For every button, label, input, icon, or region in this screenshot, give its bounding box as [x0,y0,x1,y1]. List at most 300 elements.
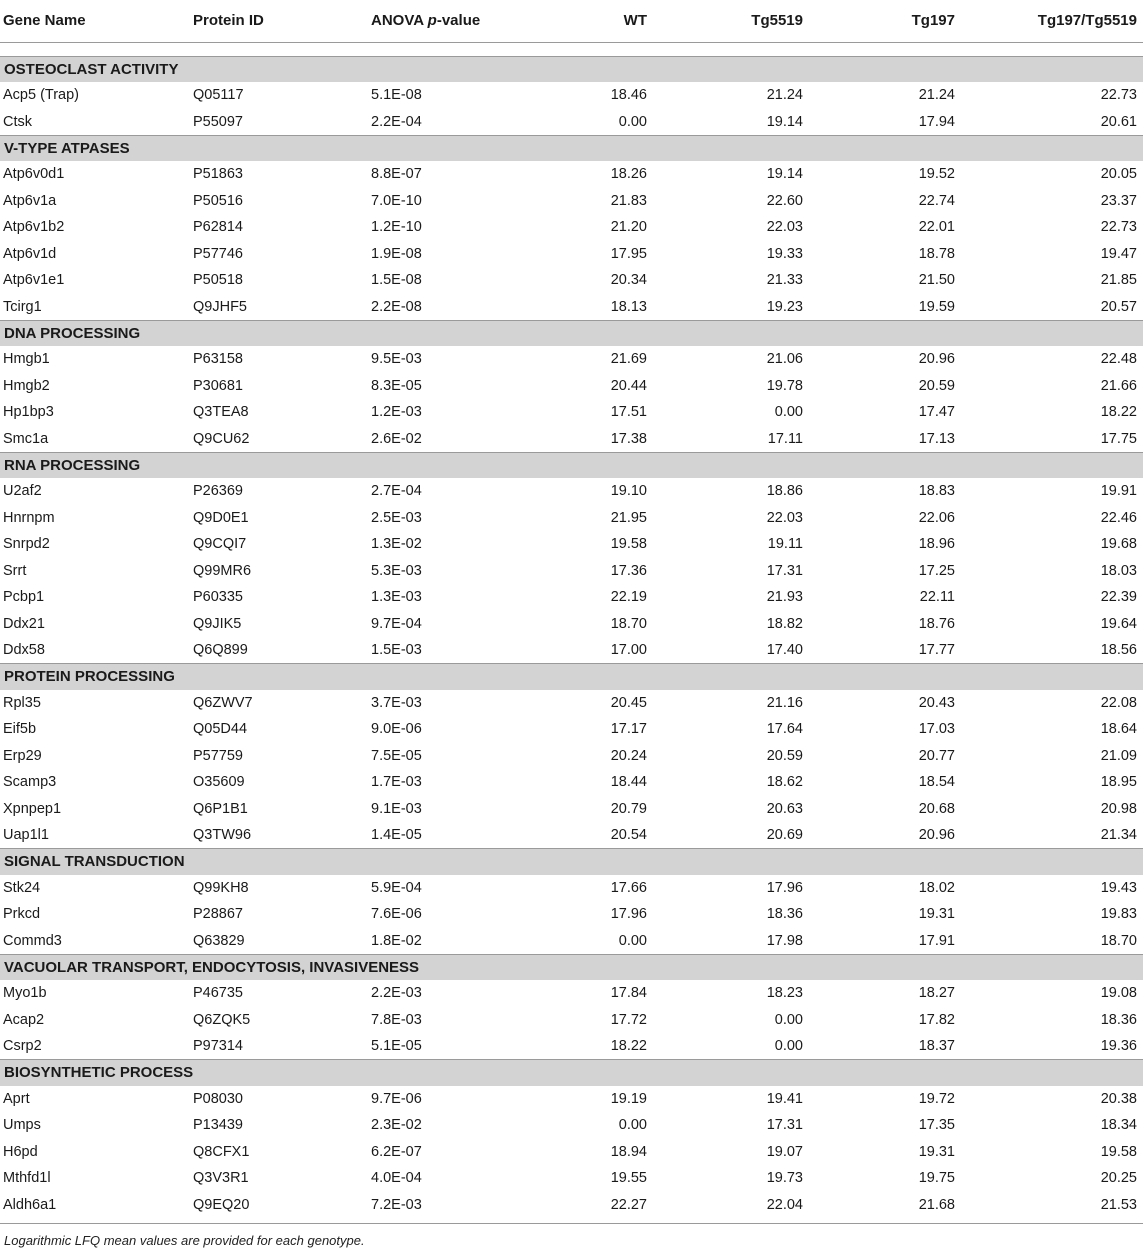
anova-p-value-cell: 2.3E-02 [371,1117,422,1134]
wt-value-cell: 0.00 [618,932,647,949]
tg197-value-cell: 19.52 [918,166,955,183]
section-title: RNA PROCESSING [0,452,1143,478]
table-row [0,769,1143,796]
protein-id-cell: P62814 [193,219,243,236]
wt-value-cell: 17.84 [610,985,647,1002]
tg197-tg5519-value-cell: 21.85 [1100,272,1137,289]
tg5519-value-cell: 19.14 [766,113,803,130]
wt-value-cell: 21.69 [610,351,647,368]
table-row [0,690,1143,717]
header-spacer [0,42,1143,56]
gene-name-cell: Pcbp1 [3,589,45,606]
tg197-value-cell: 22.01 [918,219,955,236]
anova-p-value-cell: 8.3E-05 [371,377,422,394]
table-row [0,611,1143,638]
wt-value-cell: 18.70 [610,615,647,632]
tg197-tg5519-value-cell: 19.83 [1100,906,1137,923]
anova-p-value-cell: 9.7E-06 [371,1090,422,1107]
anova-p-value-cell: 2.6E-02 [371,430,422,447]
table-row [0,267,1143,294]
gene-name-cell: Acap2 [3,1011,45,1028]
gene-name-cell: Erp29 [3,747,42,764]
protein-id-cell: Q05D44 [193,721,248,738]
section-header-row [0,320,1143,346]
anova-p-value-cell: 2.7E-04 [371,483,422,500]
wt-value-cell: 18.13 [610,298,647,315]
anova-p-value-cell: 1.2E-03 [371,404,422,421]
tg5519-value-cell: 19.11 [767,536,803,553]
gene-name-cell: Csrp2 [3,1038,42,1054]
anova-p-value-cell: 9.5E-03 [371,351,422,368]
tg5519-value-cell: 17.40 [766,642,803,658]
tg197-value-cell: 20.59 [918,377,955,394]
tg197-tg5519-value-cell: 18.70 [1100,932,1137,949]
tg197-value-cell: 17.13 [918,430,955,447]
gene-name-cell: Srrt [3,562,27,579]
tg197-value-cell: 17.94 [918,113,955,130]
tg5519-value-cell: 0.00 [774,1011,803,1028]
col-header-wt: WT [546,4,650,42]
anova-p-value-cell: 1.5E-03 [371,642,422,658]
tg5519-value-cell: 21.06 [766,351,803,368]
protein-id-cell: Q3V3R1 [193,1170,249,1187]
gene-name-cell: Hnrnpm [3,509,55,526]
protein-id-cell: Q99KH8 [193,879,249,896]
protein-id-cell: Q9CU62 [193,430,250,447]
protein-id-cell: Q9D0E1 [193,509,249,526]
tg197-tg5519-value-cell: 19.91 [1100,483,1137,500]
tg5519-value-cell: 17.64 [766,721,803,738]
gene-name-cell: Tcirg1 [3,298,42,315]
tg5519-value-cell: 19.78 [766,377,803,394]
table-row [0,1139,1143,1166]
protein-id-cell: P63158 [193,351,243,368]
table-row [0,1007,1143,1034]
table-row [0,1192,1143,1219]
tg197-tg5519-value-cell: 20.57 [1100,298,1137,315]
gene-name-cell: Commd3 [3,932,62,949]
table-row [0,584,1143,611]
table-row [0,901,1143,928]
anova-p-value-cell: 1.3E-03 [371,589,422,606]
table-row [0,478,1143,505]
anova-p-value-cell: 5.3E-03 [371,562,422,579]
gene-name-cell: Myo1b [3,985,47,1002]
wt-value-cell: 0.00 [618,1117,647,1134]
tg197-value-cell: 20.96 [918,351,955,368]
protein-id-cell: Q6ZQK5 [193,1011,251,1028]
table-row [0,743,1143,770]
tg197-tg5519-value-cell: 22.39 [1100,589,1137,606]
gene-name-cell: Atp6v1a [3,192,57,209]
anova-p-value-cell: 8.8E-07 [371,166,422,183]
col-header-tg5519: Tg5519 [650,4,806,42]
tg197-tg5519-value-cell: 21.34 [1100,827,1137,843]
tg197-value-cell: 18.27 [918,985,955,1002]
table-row [0,346,1143,373]
tg197-tg5519-value-cell: 21.66 [1100,377,1137,394]
table-row [0,1033,1143,1060]
tg5519-value-cell: 22.03 [766,219,803,236]
anova-p-value-cell: 9.1E-03 [371,800,422,817]
tg5519-value-cell: 17.31 [766,562,803,579]
wt-value-cell: 19.55 [610,1170,647,1187]
anova-p-value-cell: 1.8E-02 [371,932,422,949]
gene-name-cell: Mthfd1l [3,1170,51,1187]
tg197-tg5519-value-cell: 18.56 [1100,642,1137,658]
protein-id-cell: Q6ZWV7 [193,694,253,711]
gene-name-cell: U2af2 [3,483,42,500]
tg197-tg5519-value-cell: 22.48 [1100,351,1137,368]
col-header-tg197-tg5519: Tg197/Tg5519 [958,4,1143,42]
anova-p-value-cell: 9.7E-04 [371,615,422,632]
protein-id-cell: O35609 [193,774,245,791]
tg197-value-cell: 21.24 [918,87,955,104]
tg5519-value-cell: 0.00 [774,1038,803,1054]
tg197-value-cell: 18.02 [918,879,955,896]
anova-p-value-cell: 1.2E-10 [371,219,422,236]
wt-value-cell: 21.95 [610,509,647,526]
tg5519-value-cell: 19.07 [766,1143,803,1160]
wt-value-cell: 20.54 [610,827,647,843]
gene-name-cell: Hmgb2 [3,377,50,394]
wt-value-cell: 17.00 [610,642,647,658]
protein-id-cell: P28867 [193,906,243,923]
tg5519-value-cell: 17.11 [767,430,803,447]
tg197-value-cell: 18.78 [918,245,955,262]
tg197-tg5519-value-cell: 19.68 [1100,536,1137,553]
wt-value-cell: 18.44 [610,774,647,791]
tg197-tg5519-value-cell: 18.03 [1100,562,1137,579]
protein-id-cell: Q8CFX1 [193,1143,250,1160]
gene-name-cell: Stk24 [3,879,41,896]
protein-id-cell: Q3TEA8 [193,404,249,421]
tg5519-value-cell: 20.69 [766,827,803,843]
section-title: BIOSYNTHETIC PROCESS [0,1060,1143,1086]
anova-p-value-cell: 7.6E-06 [371,906,422,923]
section-header-row [0,56,1143,82]
tg5519-value-cell: 21.16 [766,694,803,711]
table-row [0,109,1143,136]
tg5519-value-cell: 18.23 [766,985,803,1002]
gene-name-cell: Atp6v1b2 [3,219,65,236]
section-header-row [0,1060,1143,1086]
section-title: V-TYPE ATPASES [0,135,1143,161]
tg5519-value-cell: 18.86 [766,483,803,500]
anova-p-value-cell: 2.5E-03 [371,509,422,526]
tg197-value-cell: 18.37 [918,1038,955,1054]
protein-id-cell: Q9JIK5 [193,615,242,632]
tg197-tg5519-value-cell: 21.53 [1100,1196,1137,1213]
tg197-tg5519-value-cell: 22.46 [1100,509,1137,526]
wt-value-cell: 18.94 [610,1143,647,1160]
tg197-value-cell: 18.54 [918,774,955,791]
tg197-tg5519-value-cell: 19.58 [1100,1143,1137,1160]
anova-p-value-cell: 9.0E-06 [371,721,422,738]
tg197-value-cell: 18.76 [918,615,955,632]
tg5519-value-cell: 17.31 [766,1117,803,1134]
tg5519-value-cell: 22.03 [766,509,803,526]
anova-p-value-cell: 4.0E-04 [371,1170,422,1187]
tg5519-value-cell: 19.33 [766,245,803,262]
wt-value-cell: 17.17 [610,721,647,738]
wt-value-cell: 22.19 [610,589,647,606]
wt-value-cell: 22.27 [610,1196,647,1213]
tg197-tg5519-value-cell: 18.22 [1100,404,1137,421]
wt-value-cell: 20.45 [610,694,647,711]
protein-id-cell: P13439 [193,1117,243,1134]
tg5519-value-cell: 19.73 [766,1170,803,1187]
tg197-value-cell: 19.31 [918,906,955,923]
gene-name-cell: Umps [3,1117,41,1134]
section-title: VACUOLAR TRANSPORT, ENDOCYTOSIS, INVASIVENESS [0,954,1143,980]
bottom-rule-cell [0,1218,1143,1224]
anova-prefix: ANOVA [371,12,428,29]
tg197-value-cell: 17.25 [918,562,955,579]
tg197-tg5519-value-cell: 18.95 [1100,774,1137,791]
tg197-tg5519-value-cell: 17.75 [1100,430,1137,447]
tg5519-value-cell: 17.96 [766,879,803,896]
protein-id-cell: P60335 [193,589,243,606]
anova-p-value-cell: 7.5E-05 [371,747,422,764]
spacer-cell [0,42,1143,56]
protein-id-cell: Q99MR6 [193,562,252,579]
gene-name-cell: Ddx21 [3,615,45,632]
tg197-value-cell: 17.91 [918,932,955,949]
protein-id-cell: P57759 [193,747,243,764]
table-header [0,4,1143,42]
anova-p-value-cell: 6.2E-07 [371,1143,422,1160]
section-header-row [0,664,1143,690]
anova-p-value-cell: 7.8E-03 [371,1011,422,1028]
gene-name-cell: Snrpd2 [3,536,50,553]
table-row [0,161,1143,188]
tg197-tg5519-value-cell: 18.64 [1100,721,1137,738]
anova-p-value-cell: 2.2E-04 [371,113,422,130]
tg197-value-cell: 21.50 [918,272,955,289]
wt-value-cell: 17.36 [610,562,647,579]
table-row [0,214,1143,241]
protein-id-cell: P57746 [193,245,243,262]
wt-value-cell: 17.51 [610,404,647,421]
section-title: PROTEIN PROCESSING [0,664,1143,690]
tg197-value-cell: 20.77 [918,747,955,764]
wt-value-cell: 17.38 [610,430,647,447]
anova-italic-p: p [427,12,437,29]
section-title: DNA PROCESSING [0,320,1143,346]
tg5519-value-cell: 18.82 [766,615,803,632]
table-row [0,928,1143,955]
tg5519-value-cell: 19.41 [766,1090,803,1107]
wt-value-cell: 18.22 [610,1038,647,1054]
gene-name-cell: Hp1bp3 [3,404,54,421]
gene-name-cell: Atp6v1e1 [3,272,65,289]
tg5519-value-cell: 19.23 [766,298,803,315]
protein-id-cell: Q6Q899 [193,642,248,658]
anova-p-value-cell: 1.7E-03 [371,774,422,791]
table-row [0,796,1143,823]
protein-id-cell: P50516 [193,192,243,209]
table-bottom-rule [0,1218,1143,1224]
anova-p-value-cell: 2.2E-03 [371,985,422,1002]
anova-suffix: -value [436,12,481,29]
table-row [0,505,1143,532]
tg5519-value-cell: 20.59 [766,747,803,764]
table-row [0,1165,1143,1192]
section-header-row [0,135,1143,161]
gene-name-cell: Ddx58 [3,642,45,658]
anova-p-value-cell: 7.2E-03 [371,1196,422,1213]
table-row [0,716,1143,743]
gene-name-cell: Hmgb1 [3,351,50,368]
tg197-tg5519-value-cell: 22.73 [1100,87,1137,104]
tg197-value-cell: 19.31 [918,1143,955,1160]
gene-name-cell: Atp6v0d1 [3,166,65,183]
wt-value-cell: 19.19 [610,1090,647,1107]
gene-name-cell: Uap1l1 [3,827,49,843]
protein-id-cell: P46735 [193,985,243,1002]
section-title: OSTEOCLAST ACTIVITY [0,56,1143,82]
tg197-tg5519-value-cell: 18.34 [1100,1117,1137,1134]
tg5519-value-cell: 21.93 [766,589,803,606]
tg197-value-cell: 22.06 [918,509,955,526]
table-footnote: Logarithmic LFQ mean values are provided for each genotype. [4,1233,365,1248]
tg197-value-cell: 19.72 [918,1090,955,1107]
wt-value-cell: 17.66 [610,879,647,896]
gene-name-cell: H6pd [3,1143,38,1160]
table-row [0,294,1143,321]
anova-p-value-cell: 7.0E-10 [371,192,422,209]
tg197-tg5519-value-cell: 21.09 [1100,747,1137,764]
wt-value-cell: 21.83 [610,192,647,209]
tg5519-value-cell: 17.98 [766,932,803,949]
table-row [0,822,1143,849]
table-row [0,188,1143,215]
tg197-value-cell: 20.96 [918,827,955,843]
section-title: SIGNAL TRANSDUCTION [0,849,1143,875]
tg197-tg5519-value-cell: 20.05 [1100,166,1137,183]
table-row [0,531,1143,558]
tg197-value-cell: 17.77 [918,642,955,658]
tg5519-value-cell: 18.36 [766,906,803,923]
tg5519-value-cell: 22.60 [766,192,803,209]
wt-value-cell: 21.20 [610,219,647,236]
tg197-tg5519-value-cell: 20.61 [1100,113,1137,130]
anova-p-value-cell: 1.3E-02 [371,536,422,553]
col-header-tg197: Tg197 [806,4,958,42]
protein-id-cell: Q9CQI7 [193,536,247,553]
col-header-gene-name: Gene Name [0,4,190,42]
protein-id-cell: P08030 [193,1090,243,1107]
wt-value-cell: 20.79 [610,800,647,817]
gene-name-cell: Aprt [3,1090,30,1107]
gene-name-cell: Eif5b [3,721,37,738]
wt-value-cell: 18.46 [610,87,647,104]
gene-name-cell: Scamp3 [3,774,57,791]
gene-name-cell: Xpnpep1 [3,800,62,817]
section-header-row [0,954,1143,980]
anova-p-value-cell: 1.5E-08 [371,272,422,289]
protein-id-cell: P26369 [193,483,243,500]
tg5519-value-cell: 18.62 [766,774,803,791]
protein-id-cell: Q6P1B1 [193,800,248,817]
tg5519-value-cell: 21.33 [766,272,803,289]
wt-value-cell: 19.58 [610,536,647,553]
tg197-tg5519-value-cell: 19.08 [1100,985,1137,1002]
tg197-value-cell: 19.75 [918,1170,955,1187]
col-header-anova-p-value [368,4,546,42]
protein-id-cell: P97314 [193,1038,243,1054]
anova-p-value-cell: 3.7E-03 [371,694,422,711]
anova-p-value-cell: 5.1E-08 [371,87,422,104]
table-body [0,42,1143,1224]
protein-id-cell: P55097 [193,113,243,130]
anova-p-value-cell: 1.9E-08 [371,245,422,262]
gene-name-cell: Ctsk [3,113,32,130]
anova-p-value-cell: 5.1E-05 [371,1038,422,1054]
protein-id-cell: Q05117 [193,87,244,104]
tg197-value-cell: 18.96 [918,536,955,553]
tg197-tg5519-value-cell: 19.43 [1100,879,1137,896]
table-row [0,373,1143,400]
gene-name-cell: Atp6v1d [3,245,57,262]
wt-value-cell: 17.95 [610,245,647,262]
wt-value-cell: 19.10 [610,483,647,500]
gene-name-cell: Smc1a [3,430,49,447]
tg197-tg5519-value-cell: 22.08 [1100,694,1137,711]
tg197-tg5519-value-cell: 22.73 [1100,219,1137,236]
tg197-value-cell: 17.47 [918,404,955,421]
tg197-tg5519-value-cell: 18.36 [1100,1011,1137,1028]
protein-id-cell: Q63829 [193,932,245,949]
wt-value-cell: 20.34 [610,272,647,289]
tg197-value-cell: 21.68 [918,1196,955,1213]
gene-name-cell: Aldh6a1 [3,1196,57,1213]
tg197-tg5519-value-cell: 20.98 [1100,800,1137,817]
col-header-protein-id: Protein ID [190,4,368,42]
protein-id-cell: P51863 [193,166,243,183]
table-row [0,426,1143,453]
table-row [0,82,1143,109]
protein-id-cell: Q9EQ20 [193,1196,250,1213]
tg197-tg5519-value-cell: 19.47 [1100,245,1137,262]
tg197-value-cell: 22.11 [919,589,955,606]
tg5519-value-cell: 22.04 [766,1196,803,1213]
table-row [0,980,1143,1007]
wt-value-cell: 18.26 [610,166,647,183]
anova-p-value-cell: 1.4E-05 [371,827,422,843]
table-row [0,637,1143,664]
tg197-value-cell: 17.35 [918,1117,955,1134]
tg197-tg5519-value-cell: 20.25 [1100,1170,1137,1187]
tg197-value-cell: 18.83 [918,483,955,500]
tg197-value-cell: 20.68 [918,800,955,817]
table-row [0,241,1143,268]
section-header-row [0,849,1143,875]
protein-id-cell: Q9JHF5 [193,298,247,315]
tg197-tg5519-value-cell: 19.64 [1100,615,1137,632]
tg5519-value-cell: 0.00 [774,404,803,421]
table-row [0,558,1143,585]
tg197-value-cell: 17.82 [918,1011,955,1028]
table-row [0,399,1143,426]
table-row [0,1112,1143,1139]
tg5519-value-cell: 19.14 [766,166,803,183]
anova-p-value-cell: 2.2E-08 [371,298,422,315]
wt-value-cell: 20.44 [610,377,647,394]
tg197-value-cell: 17.03 [918,721,955,738]
tg197-tg5519-value-cell: 20.38 [1100,1090,1137,1107]
